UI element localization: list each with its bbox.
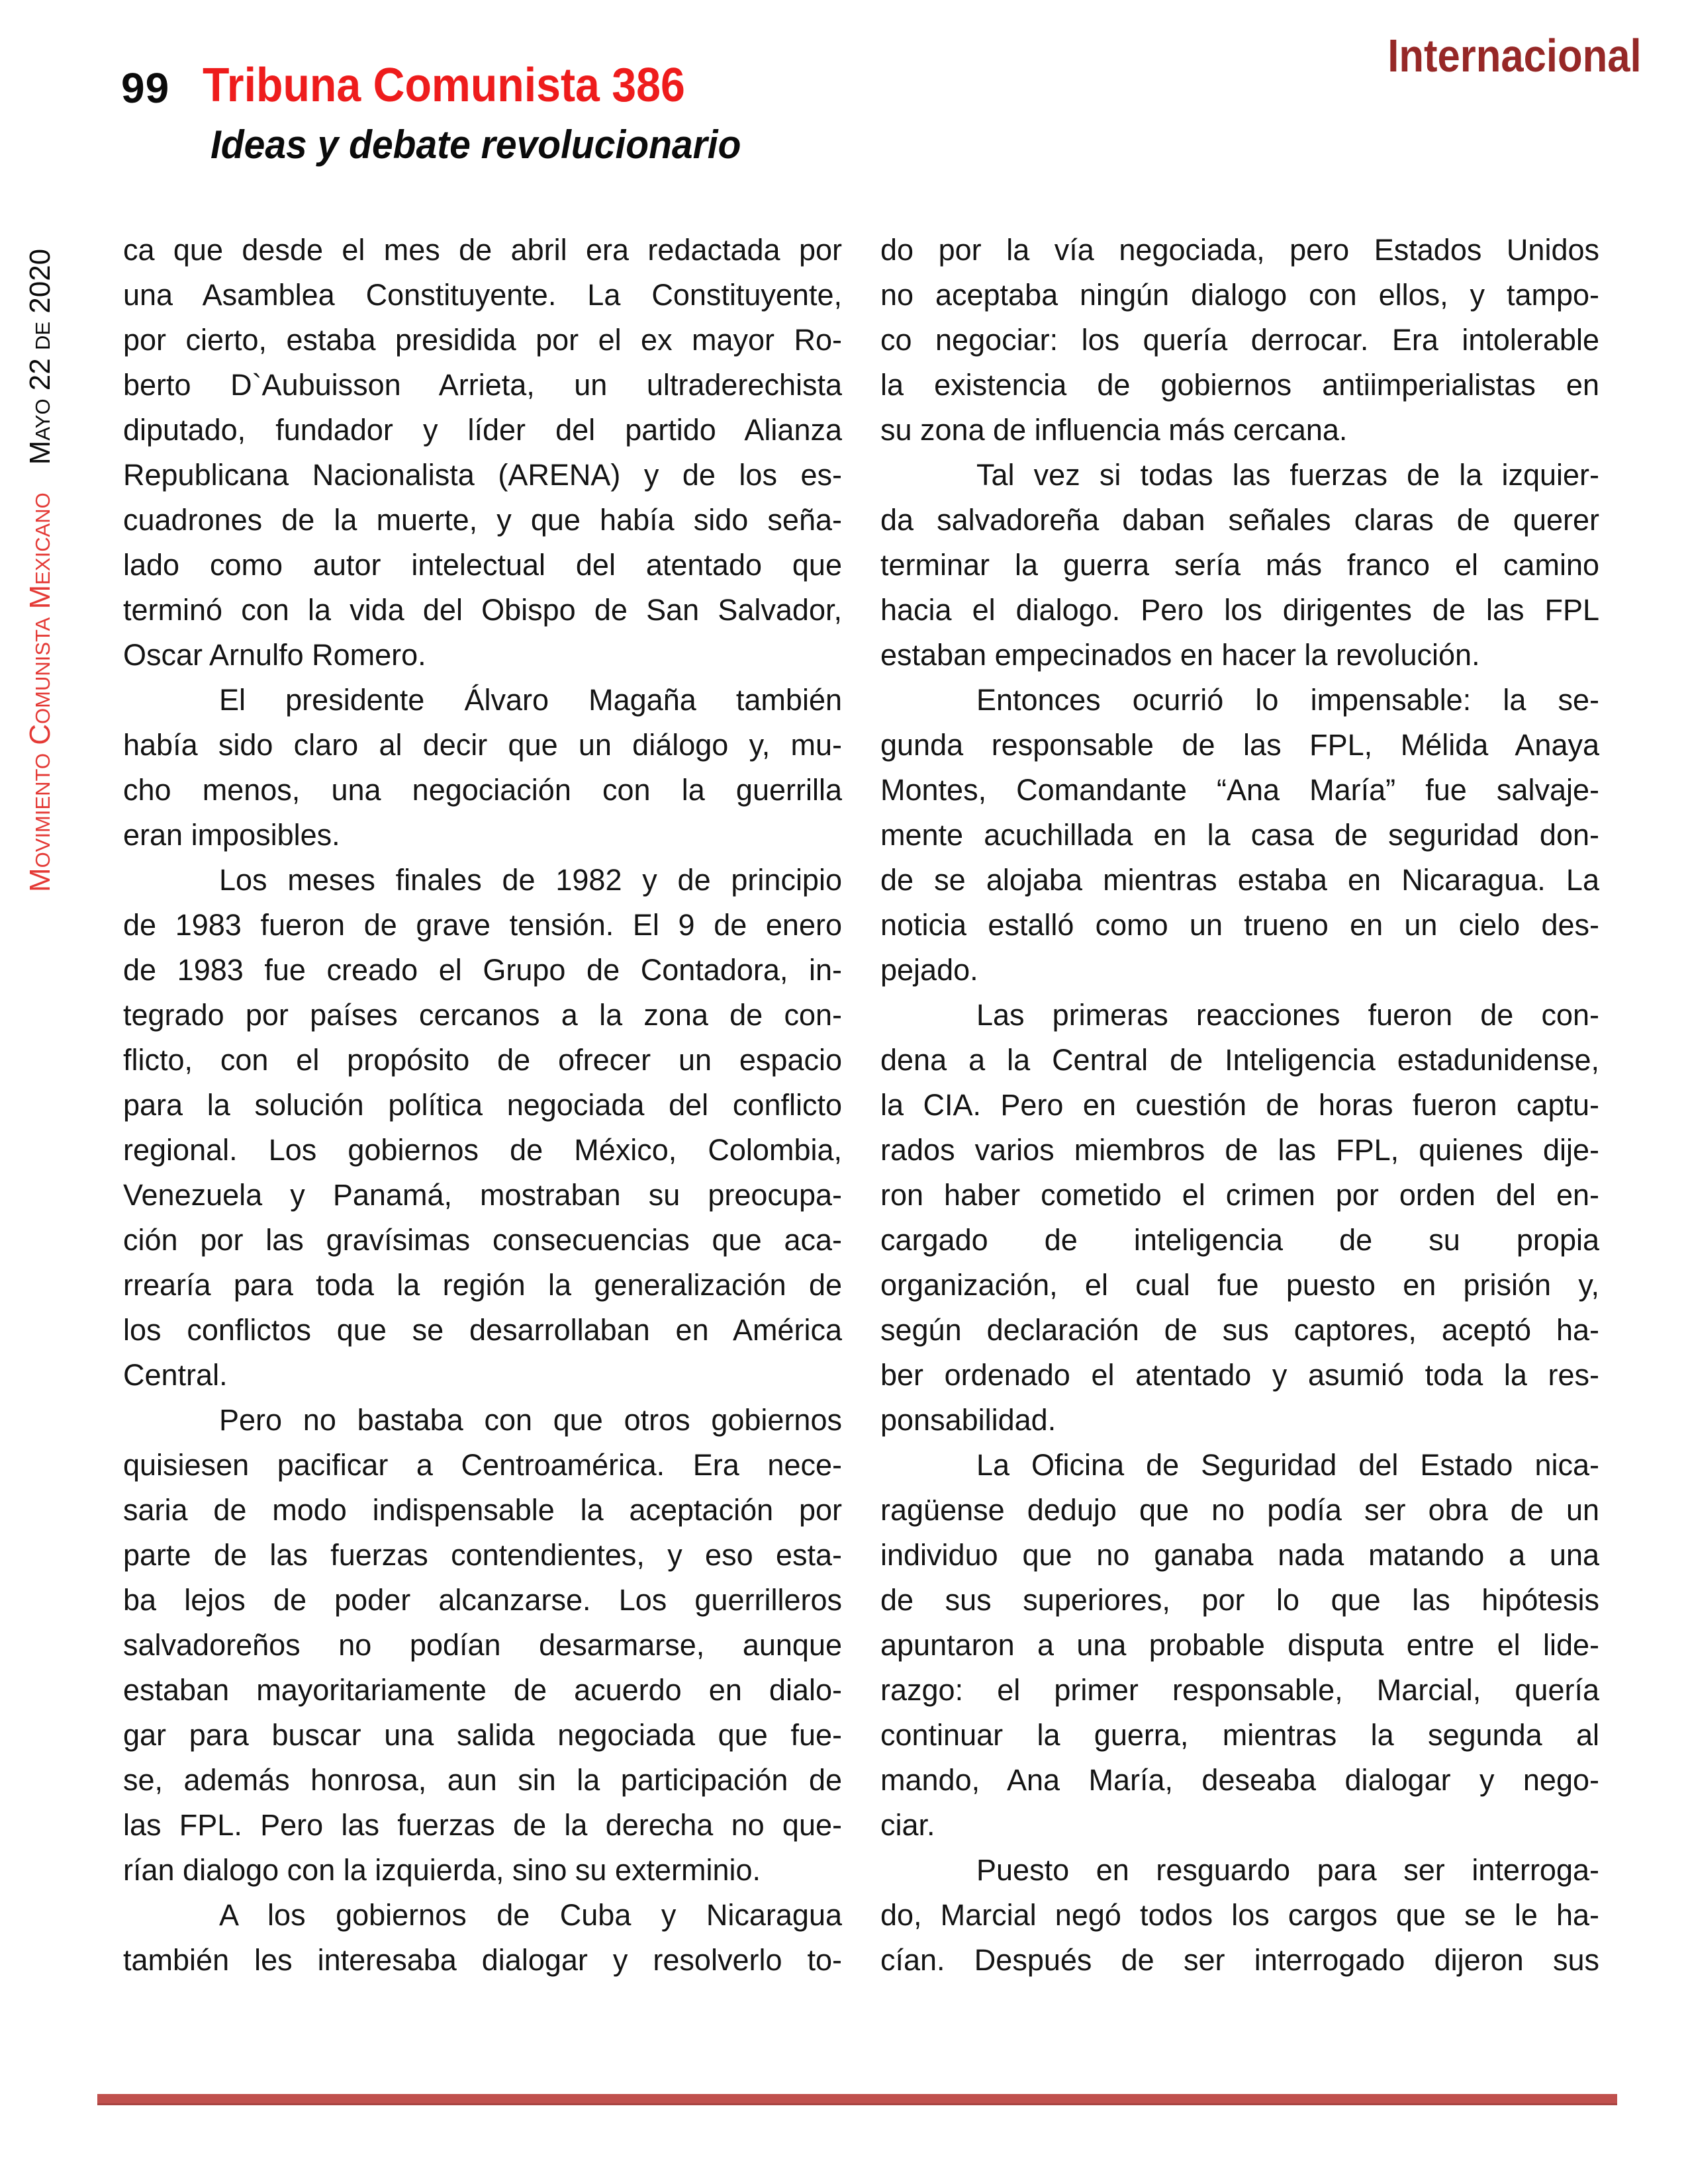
text-line: saria de modo indispensable la aceptación por [123, 1493, 842, 1527]
text-line: ragüense dedujo que no podía ser obra de un [880, 1493, 1599, 1527]
text-line: Entonces ocurrió lo impensable: la se- [976, 683, 1599, 717]
text-line: gunda responsable de las FPL, Mélida Anaya [880, 728, 1599, 762]
text-line: Venezuela y Panamá, mostraban su preocupa- [123, 1178, 842, 1212]
text-line: lado como autor intelectual del atentado que [123, 548, 842, 582]
text-line: los conflictos que se desarrollaban en América [123, 1313, 842, 1347]
text-line: razgo: el primer responsable, Marcial, quería [880, 1673, 1599, 1707]
text-line: de 1983 fue creado el Grupo de Contadora, in- [123, 953, 842, 987]
text-line: su zona de influencia más cercana. [880, 413, 1348, 447]
text-line: berto D`Aubuisson Arrieta, un ultraderechista [123, 368, 842, 402]
text-line: Las primeras reacciones fueron de con- [976, 998, 1599, 1032]
text-line: da salvadoreña daban señales claras de querer [880, 503, 1599, 537]
text-line: Puesto en resguardo para ser interroga- [976, 1853, 1599, 1887]
text-line: cho menos, una negociación con la guerrilla [123, 773, 842, 807]
text-line: salvadoreños no podían desarmarse, aunque [123, 1628, 842, 1662]
footer-rule [97, 2094, 1617, 2105]
text-line: La Oficina de Seguridad del Estado nica- [976, 1448, 1599, 1482]
text-line: de se alojaba mientras estaba en Nicaragua. La [880, 863, 1599, 897]
text-line: Central. [123, 1358, 228, 1392]
text-line: pejado. [880, 953, 978, 987]
text-line: individuo que no ganaba nada matando a una [880, 1538, 1599, 1572]
text-column-left [123, 228, 842, 1983]
text-line: se, además honrosa, aun sin la participación de [123, 1763, 842, 1797]
text-line: continuar la guerra, mientras la segunda al [880, 1718, 1599, 1752]
text-line: terminar la guerra sería más franco el camino [880, 548, 1599, 582]
text-line: cargado de inteligencia de su propia [880, 1223, 1599, 1257]
vertical-sidebar [24, 248, 109, 892]
text-line: mente acuchillada en la casa de seguridad don- [880, 818, 1599, 852]
text-line: Tal vez si todas las fuerzas de la izquier- [976, 458, 1599, 492]
text-line: la CIA. Pero en cuestión de horas fueron captu- [880, 1088, 1599, 1122]
text-line: terminó con la vida del Obispo de San Salvador, [123, 593, 842, 627]
text-line: por cierto, estaba presidida por el ex mayor Ro- [123, 323, 842, 357]
text-line: no aceptaba ningún dialogo con ellos, y tampo- [880, 278, 1599, 312]
text-column-right [880, 228, 1599, 1983]
text-line: do, Marcial negó todos los cargos que se le ha- [880, 1898, 1599, 1932]
text-line: mando, Ana María, deseaba dialogar y nego- [880, 1763, 1599, 1797]
text-line: regional. Los gobiernos de México, Colombia, [123, 1133, 842, 1167]
text-line: rrearía para toda la región la generalización de [123, 1268, 842, 1302]
text-line: ber ordenado el atentado y asumió toda la res- [880, 1358, 1599, 1392]
text-line: también les interesaba dialogar y resolverlo to- [123, 1943, 842, 1977]
text-line: cían. Después de ser interrogado dijeron sus [880, 1943, 1599, 1977]
text-line: co negociar: los quería derrocar. Era intolerable [880, 323, 1599, 357]
text-line: noticia estalló como un trueno en un cielo des- [880, 908, 1599, 942]
section-label: Internacional [1387, 30, 1642, 81]
text-line: quisiesen pacificar a Centroamérica. Era nece- [123, 1448, 842, 1482]
text-line: rían dialogo con la izquierda, sino su exterminio. [123, 1853, 761, 1887]
text-line: ba lejos de poder alcanzarse. Los guerrilleros [123, 1583, 842, 1617]
text-line: ca que desde el mes de abril era redactada por [123, 233, 842, 267]
text-line: estaban mayoritariamente de acuerdo en dialo- [123, 1673, 842, 1707]
text-line: El presidente Álvaro Magaña también [219, 683, 842, 717]
text-line: Republicana Nacionalista (ARENA) y de los es- [123, 458, 842, 492]
text-line: una Asamblea Constituyente. La Constituyente, [123, 278, 842, 312]
text-line: parte de las fuerzas contendientes, y eso esta- [123, 1538, 842, 1572]
text-line: de 1983 fueron de grave tensión. El 9 de enero [123, 908, 842, 942]
vertical-sidebar-text [19, 249, 62, 892]
text-line: ron haber cometido el crimen por orden del en- [880, 1178, 1599, 1212]
text-line: Oscar Arnulfo Romero. [123, 638, 426, 672]
text-line: tegrado por países cercanos a la zona de con- [123, 998, 842, 1032]
text-line: ción por las gravísimas consecuencias que aca- [123, 1223, 842, 1257]
text-line: gar para buscar una salida negociada que fue- [123, 1718, 842, 1752]
text-line: según declaración de sus captores, aceptó ha- [880, 1313, 1599, 1347]
text-line: Montes, Comandante “Ana María” fue salvaje- [880, 773, 1599, 807]
text-line: Los meses finales de 1982 y de principio [219, 863, 842, 897]
text-line: cuadrones de la muerte, y que había sido seña- [123, 503, 842, 537]
sidebar-organization: Movimiento Comunista Mexicano [24, 492, 56, 892]
text-line: do por la vía negociada, pero Estados Unidos [880, 233, 1599, 267]
text-line: rados varios miembros de las FPL, quienes dije- [880, 1133, 1599, 1167]
masthead-subtitle: Ideas y debate revolucionario [211, 122, 741, 167]
text-line: estaban empecinados en hacer la revolución. [880, 638, 1480, 672]
text-line: de sus superiores, por lo que las hipótesis [880, 1583, 1599, 1617]
text-line: para la solución política negociada del conflicto [123, 1088, 842, 1122]
text-line: apuntaron a una probable disputa entre el lide- [880, 1628, 1599, 1662]
text-line: había sido claro al decir que un diálogo y, mu- [123, 728, 842, 762]
text-line: A los gobiernos de Cuba y Nicaragua [219, 1898, 842, 1932]
text-line: Pero no bastaba con que otros gobiernos [219, 1403, 842, 1437]
text-line: flicto, con el propósito de ofrecer un espacio [123, 1043, 842, 1077]
text-line: la existencia de gobiernos antiimperialistas en [880, 368, 1599, 402]
text-line: hacia el dialogo. Pero los dirigentes de las FPL [880, 593, 1599, 627]
text-line: ciar. [880, 1808, 935, 1842]
text-line: organización, el cual fue puesto en prisión y, [880, 1268, 1599, 1302]
page-number: 99 [121, 64, 170, 112]
text-line: las FPL. Pero las fuerzas de la derecha no que- [123, 1808, 842, 1842]
text-line: ponsabilidad. [880, 1403, 1056, 1437]
text-line: diputado, fundador y líder del partido Alianza [123, 413, 842, 447]
masthead-title: Tribuna Comunista 386 [203, 59, 685, 112]
text-line: dena a la Central de Inteligencia estadunidense, [880, 1043, 1599, 1077]
text-line: eran imposibles. [123, 818, 340, 852]
sidebar-date: Mayo 22 de 2020 [24, 248, 56, 465]
